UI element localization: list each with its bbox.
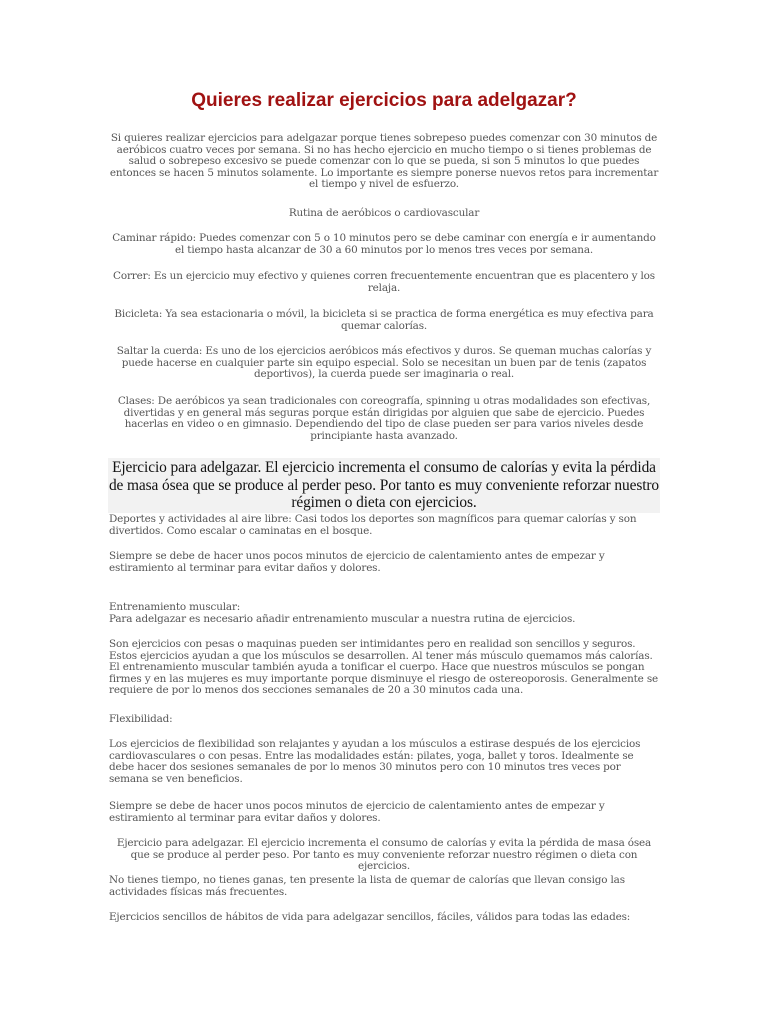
calentamiento-paragraph-2: Siempre se debe de hacer unos pocos minutos de ejercicio de calentamiento antes de empezar y estiramiento al terminar para evitar daños y dolores. xyxy=(109,800,605,824)
callout-text: Ejercicio para adelgazar. El ejercicio incrementa el consumo de calorías y evita la pérdida de masa ósea que se produce al perder peso. Por tanto es muy conveniente reforzar nuestro régimen o dieta con ejercicios. xyxy=(108,459,660,511)
muscular-intro: Para adelgazar es necesario añadir entrenamiento muscular a nuestra rutina de ejercicios. xyxy=(109,613,576,625)
calentamiento-paragraph-1: Siempre se debe de hacer unos pocos minutos de ejercicio de calentamiento antes de empezar y estiramiento al terminar para evitar daños y dolores. xyxy=(109,550,605,574)
page-title: Quieres realizar ejercicios para adelgazar? xyxy=(191,90,577,111)
flex-heading: Flexibilidad: xyxy=(109,713,173,725)
sencillos-paragraph: Ejercicios sencillos de hábitos de vida para adelgazar sencillos, fáciles, válidos para todas las edades: xyxy=(109,911,631,923)
intro-paragraph: Si quieres realizar ejercicios para adelgazar porque tienes sobrepeso puedes comenzar con 30 minutos de aeróbicos cuatro veces por semana. Si no has hecho ejercicio en mucho tiempo o si tienes problemas de salud o sobrepeso excesivo se puede comenzar con lo que se pueda, si son 5 minutos lo que puedes entonces se hacen 5 minutos solamente. Lo importante es siempre ponerse nuevos retos para incrementar el tiempo y nivel de esfuerzo. xyxy=(109,132,659,191)
caminar-paragraph: Caminar rápido: Puedes comenzar con 5 o 10 minutos pero se debe caminar con energía e ir aumentando el tiempo hasta alcanzar de 30 a 60 minutos por lo menos tres veces por semana. xyxy=(112,232,656,256)
routine-heading: Rutina de aeróbicos o cardiovascular xyxy=(288,207,480,219)
deportes-paragraph: Deportes y actividades al aire libre: Casi todos los deportes son magníficos para quemar calorías y son divertidos. Como escalar o caminatas en el bosque. xyxy=(109,513,637,537)
muscular-heading: Entrenamiento muscular: xyxy=(109,601,241,613)
correr-paragraph: Correr: Es un ejercicio muy efectivo y quienes corren frecuentemente encuentran que es placentero y los relaja. xyxy=(113,270,655,294)
saltar-paragraph: Saltar la cuerda: Es uno de los ejercicios aeróbicos más efectivos y duros. Se queman muchas calorías y puede hacerse en cualquier parte sin equipo especial. Solo se necesitan un buen par de tenis (zapatos deportivos), la cuerda puede ser imaginaria o real. xyxy=(116,345,652,381)
bicicleta-paragraph: Bicicleta: Ya sea estacionaria o móvil, la bicicleta si se practica de forma energética es muy efectiva para quemar calorías. xyxy=(114,308,654,332)
clases-paragraph: Clases: De aeróbicos ya sean tradicionales con coreografía, spinning u otras modalidades son efectivas, divertidas y en general más seguras porque están dirigidas por alguien que sabe de ejercicio. Puedes hacerlas en video o en gimnasio. Dependiendo del tipo de clase pueden ser para varios niveles desde principiante hasta avanzado. xyxy=(117,395,651,442)
muscular-paragraph: Son ejercicios con pesas o maquinas pueden ser intimidantes pero en realidad son sencillos y seguros. Estos ejercicios ayudan a que los músculos se desarrollen. Al tener más músculo quemamos más calorías. El entrenamiento muscular también ayuda a tonificar el cuerpo. Hace que nuestros músculos se pongan firmes y en las mujeres es muy importante porque disminuye el riesgo de ostereoporosis. Generalmente se requiere de por lo menos dos secciones semanales de 20 a 30 minutos cada una. xyxy=(109,638,659,697)
ejercicio-paragraph: Ejercicio para adelgazar. El ejercicio incrementa el consumo de calorías y evita la pérdida de masa ósea que se produce al perder peso. Por tanto es muy conveniente reforzar nuestro régimen o dieta con ejercicios. xyxy=(116,837,652,873)
flex-paragraph: Los ejercicios de flexibilidad son relajantes y ayudan a los músculos a estirase después de los ejercicios cardiovasculares o con pesas. Entre las modalidades están: pilates, yoga, ballet y toros. Idealmente se debe hacer dos sesiones semanales de por lo menos 30 minutos pero con 10 minutos tres veces por semana se ven beneficios. xyxy=(109,738,641,785)
no-tiempo-paragraph: No tienes tiempo, no tienes ganas, ten presente la lista de quemar de calorías que llevan consigo las actividades físicas más frecuentes. xyxy=(109,874,625,898)
